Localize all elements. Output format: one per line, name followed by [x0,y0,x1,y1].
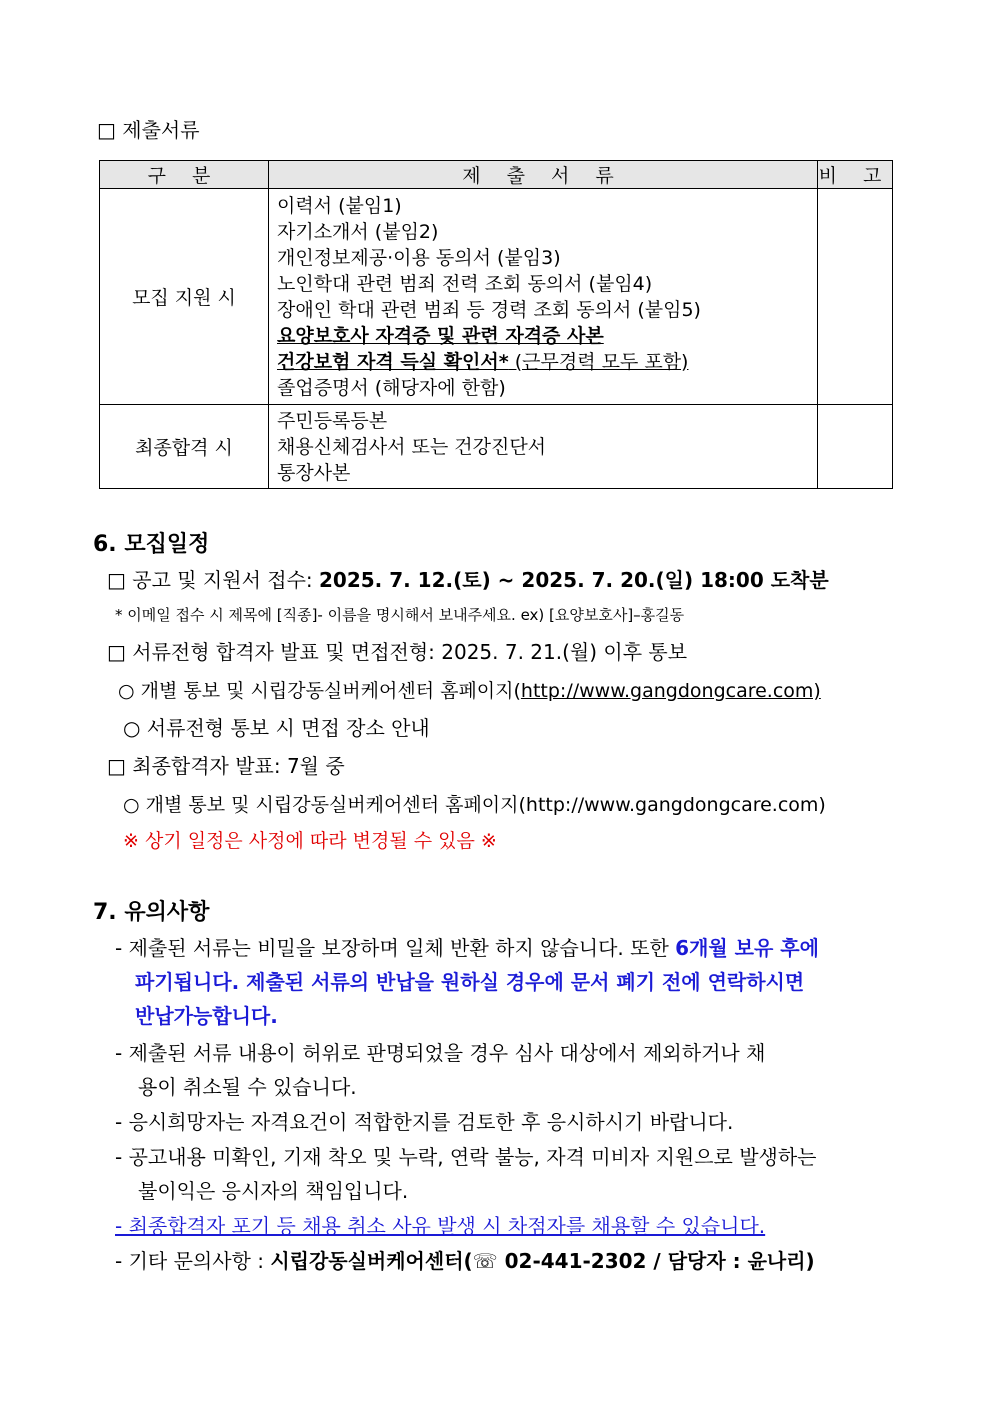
list-item: 주민등록등본 [277,409,388,432]
list-item: 요양보호사 자격증 및 관련 자격증 사본 [277,324,604,347]
docs-heading: □ 제출서류 [97,118,200,142]
homepage-link[interactable]: http://www.gangdongcare.com) [520,680,821,702]
list-item: 개인정보제공·이용 동의서 (붙임3) [277,246,561,269]
header-category: 구 분 [100,161,269,189]
doc-interview: ○ 서류전형 통보 시 면접 장소 안내 [123,716,430,740]
header-note: 비 고 [818,161,893,189]
row-category: 최종합격 시 [100,405,269,489]
notes-item-2-line1: - 제출된 서류 내용이 허위로 판명되었을 경우 심사 대상에서 제외하거나 채 [115,1041,766,1065]
docs-table [99,160,893,489]
list-item: 노인학대 관련 범죄 전력 조회 동의서 (붙임4) [277,272,653,295]
notes-item-1-text: - 제출된 서류는 비밀을 보장하며 일체 반환 하지 않습니다. 또한 [115,936,676,960]
apply-label: □ 공고 및 지원서 접수: [107,568,319,592]
apply-line [107,564,829,593]
doc-notice [118,676,821,703]
list-item-suffix: (근무경력 모두 포함) [508,350,689,373]
notes-item-1-line2: 파기됩니다. 제출된 서류의 반납을 원하실 경우에 문서 폐기 전에 연락하시면 [135,970,805,994]
notes-item-5: - 최종합격자 포기 등 채용 취소 사유 발생 시 차점자를 채용할 수 있습니다. [115,1214,766,1238]
doc-result: □ 서류전형 합격자 발표 및 면접전형: 2025. 7. 21.(월) 이후 통보 [107,640,688,664]
table-row [100,189,893,405]
row-note [818,405,893,489]
notes-item-2-line2: 용이 취소될 수 있습니다. [138,1075,357,1099]
notes-item-3: - 응시희망자는 자격요건이 적합한지를 검토한 후 응시하시기 바랍니다. [115,1110,734,1134]
contact-label: - 기타 문의사항 : [115,1249,271,1273]
table-header-row [100,161,893,189]
list-item: 이력서 (붙임1) [277,194,402,217]
notes-item-1-bold: 6개월 보유 후에 [675,936,819,960]
list-item: 통장사본 [277,461,351,484]
contact-line [115,1245,815,1274]
notes-item-1-line1 [115,932,819,961]
row-note [818,189,893,405]
notes-heading: 7. 유의사항 [93,900,210,925]
doc-notice-prefix: ○ 개별 통보 및 시립강동실버케어센터 홈페이지( [118,680,521,702]
notes-item-1-line3: 반납가능합니다. [135,1004,278,1028]
list-item: 자기소개서 (붙임2) [277,220,439,243]
list-item-bold: 건강보험 자격 득실 확인서* [277,350,509,373]
row-items [269,405,818,489]
notes-item-4-line2: 불이익은 응시자의 책임입니다. [138,1179,409,1203]
final-result: □ 최종합격자 발표: 7월 중 [107,754,345,778]
change-note: ※ 상기 일정은 사정에 따라 변경될 수 있음 ※ [123,830,497,852]
list-item: 채용신체검사서 또는 건강진단서 [277,435,547,458]
header-documents: 제 출 서 류 [269,161,818,189]
schedule-heading: 6. 모집일정 [93,532,210,557]
notes-item-4-line1: - 공고내용 미확인, 기재 착오 및 누락, 연락 불능, 자격 미비자 지원으로 발생하는 [115,1145,817,1169]
list-item: 졸업증명서 (해당자에 한함) [277,376,506,399]
apply-period: 2025. 7. 12.(토) ~ 2025. 7. 20.(일) 18:00 도착분 [318,568,829,592]
table-row [100,405,893,489]
list-item [277,349,809,375]
email-note: * 이메일 접수 시 제목에 [직종]- 이름을 명시해서 보내주세요. ex) [요양보호사]–홍길동 [115,606,685,624]
row-items [269,189,818,405]
row-category: 모집 지원 시 [100,189,269,405]
contact-info: 시립강동실버케어센터(☏ 02-441-2302 / 담당자 : 윤나리) [270,1249,815,1273]
final-notice: ○ 개별 통보 및 시립강동실버케어센터 홈페이지(http://www.gangdongcare.com) [123,794,826,816]
list-item: 장애인 학대 관련 범죄 등 경력 조회 동의서 (붙임5) [277,298,701,321]
